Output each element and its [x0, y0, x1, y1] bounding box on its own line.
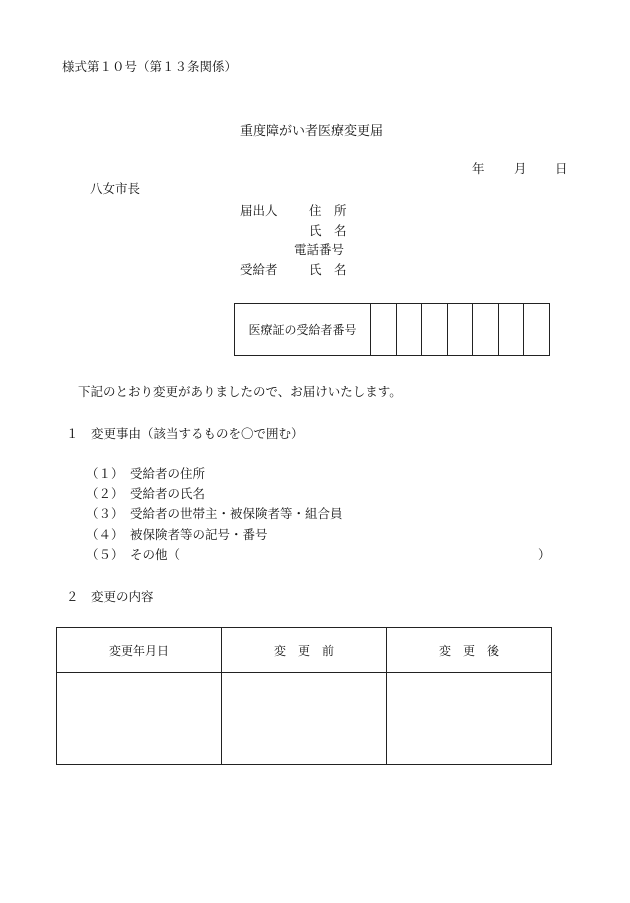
number-box[interactable] [396, 304, 422, 356]
reason-item-number: （５） [86, 547, 124, 562]
date-year-label: 年 [472, 161, 485, 176]
reason-item-number: （１） [86, 466, 124, 481]
date-day-label: 日 [555, 161, 568, 176]
change-date-cell[interactable] [57, 673, 222, 765]
reason-item-number: （４） [86, 527, 124, 542]
phone-label: 電話番号 [294, 242, 345, 257]
reason-item[interactable] [86, 547, 181, 562]
reason-item-text: 被保険者等の記号・番号 [130, 527, 268, 542]
recipient-number-label: 医療証の受給者番号 [235, 304, 371, 356]
reason-item-text: その他（ [130, 547, 181, 562]
section1-heading: １ 変更事由（該当するものを〇で囲む） [66, 426, 304, 441]
after-cell[interactable] [387, 673, 552, 765]
number-box[interactable] [524, 304, 550, 356]
column-header-after: 変 更 後 [387, 628, 552, 673]
reason-item-text: 受給者の世帯主・被保険者等・組合員 [130, 506, 343, 521]
number-box[interactable] [498, 304, 524, 356]
notifier-label: 届出人 [240, 203, 278, 218]
reason-item[interactable] [86, 466, 206, 481]
reason-item[interactable] [86, 527, 268, 542]
intro-text: 下記のとおり変更がありましたので、お届けいたします。 [78, 384, 402, 399]
before-cell[interactable] [222, 673, 387, 765]
column-header-before: 変 更 前 [222, 628, 387, 673]
other-close-paren: ） [538, 547, 551, 562]
change-content-table [56, 627, 552, 765]
date-month-label: 月 [514, 161, 527, 176]
number-box[interactable] [473, 304, 499, 356]
reason-item-text: 受給者の住所 [130, 466, 206, 481]
reason-item[interactable] [86, 506, 343, 521]
document-title: 重度障がい者医療変更届 [240, 124, 384, 139]
recipient-number-table [234, 303, 550, 356]
reason-item-text: 受給者の氏名 [130, 486, 206, 501]
number-box[interactable] [371, 304, 397, 356]
number-box[interactable] [422, 304, 448, 356]
reason-item-number: （２） [86, 486, 124, 501]
recipient-name-label: 氏 名 [309, 262, 347, 277]
name-label: 氏 名 [309, 223, 347, 238]
reason-item-number: （３） [86, 506, 124, 521]
section2-heading: ２ 変更の内容 [66, 589, 154, 604]
reason-item[interactable] [86, 486, 206, 501]
column-header-change-date: 変更年月日 [57, 628, 222, 673]
addressee: 八女市長 [90, 181, 141, 196]
number-box[interactable] [447, 304, 473, 356]
recipient-label: 受給者 [240, 262, 278, 277]
address-label: 住 所 [309, 203, 347, 218]
form-number: 様式第１０号（第１３条関係） [62, 59, 238, 74]
